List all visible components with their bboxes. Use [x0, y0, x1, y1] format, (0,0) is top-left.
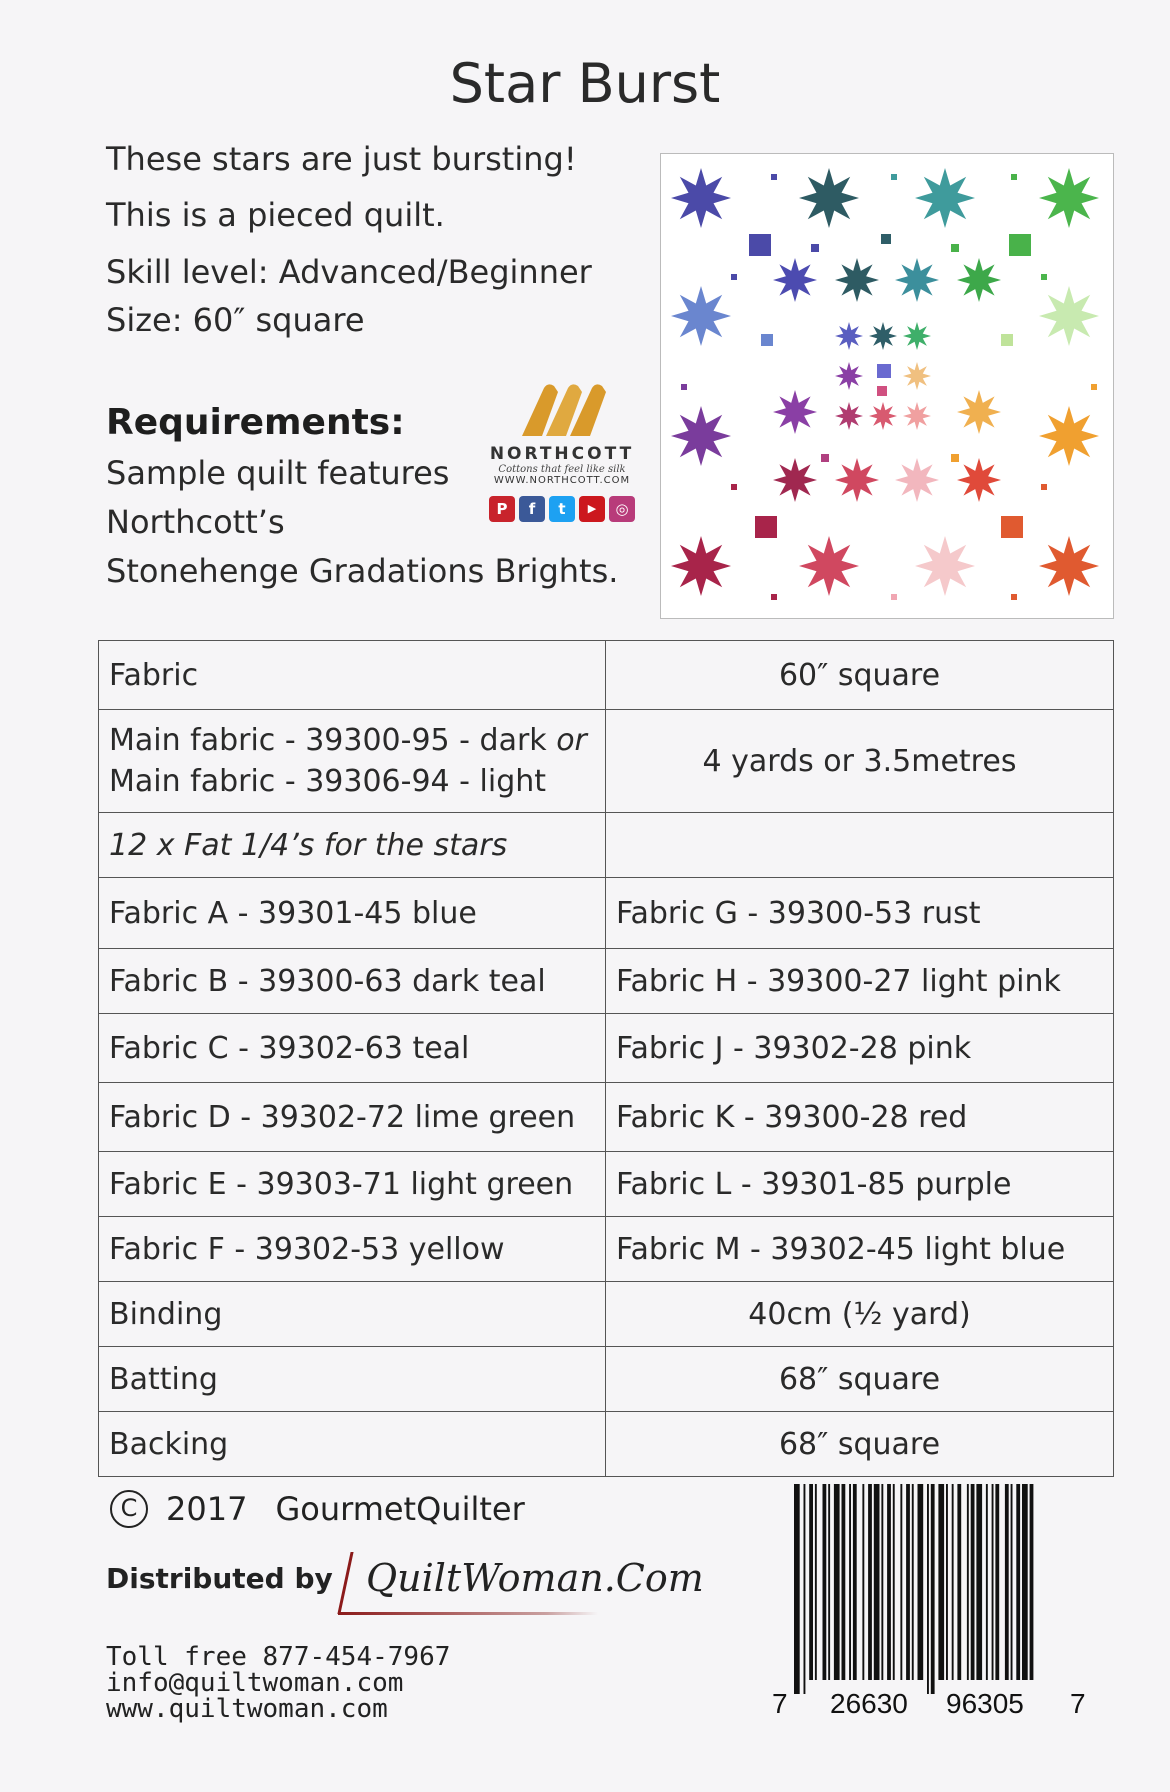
quilt-square	[891, 594, 897, 600]
fabric-f: Fabric F - 39302-53 yellow	[99, 1217, 606, 1282]
requirements-heading: Requirements:	[106, 402, 405, 443]
copyright-year: 2017	[166, 1490, 248, 1528]
fabric-a: Fabric A - 39301-45 blue	[99, 878, 606, 949]
quilt-star	[903, 322, 931, 350]
upc-barcode	[772, 1484, 1086, 1724]
quiltwoman-logo-underline	[338, 1612, 598, 1615]
quilt-square	[821, 454, 829, 462]
skill-level: Skill level: Advanced/Beginner	[106, 253, 592, 291]
barcode-bar	[1011, 1484, 1013, 1680]
star-burst-quilt-illustration	[661, 154, 1113, 618]
barcode-bar	[804, 1484, 806, 1694]
quilt-square	[1001, 516, 1023, 538]
quilt-square	[1001, 334, 1013, 346]
barcode-bar	[946, 1484, 948, 1680]
main-fabric-or: or	[556, 723, 587, 758]
barcode-bar	[976, 1484, 982, 1680]
quilt-square	[755, 516, 777, 538]
fabric-m: Fabric M - 39302-45 light blue	[606, 1217, 1114, 1282]
quilt-star	[1039, 406, 1099, 466]
barcode-group-2: 96305	[946, 1688, 1024, 1719]
barcode-bar	[862, 1484, 864, 1680]
quilt-square	[951, 244, 959, 252]
quiltwoman-logo-stroke	[337, 1552, 353, 1614]
barcode-bar	[971, 1484, 975, 1680]
barcode-bar	[927, 1484, 929, 1694]
page-title: Star Burst	[449, 52, 721, 115]
barcode-bars	[794, 1484, 1094, 1694]
barcode-bar	[874, 1484, 880, 1680]
quilt-star	[895, 258, 939, 302]
barcode-bar	[868, 1484, 872, 1680]
fabric-j: Fabric J - 39302-28 pink	[606, 1014, 1114, 1083]
pinterest-icon[interactable]: P	[489, 496, 515, 522]
intro-line-2: This is a pieced quilt.	[106, 196, 445, 234]
quilt-square	[681, 384, 687, 390]
backing-label: Backing	[99, 1412, 606, 1477]
barcode-digit-first: 7	[772, 1688, 788, 1719]
quilt-star	[835, 362, 863, 390]
copyright	[110, 1490, 525, 1528]
fabric-d: Fabric D - 39302-72 lime green	[99, 1083, 606, 1152]
quiltwoman-logo-text: QuiltWoman.Com	[366, 1556, 704, 1600]
fabric-b: Fabric B - 39300-63 dark teal	[99, 949, 606, 1014]
quilt-star	[799, 168, 859, 228]
table-row	[99, 1217, 1114, 1282]
barcode-bar	[1030, 1484, 1034, 1680]
barcode-bar	[887, 1484, 891, 1680]
barcode-bar	[823, 1484, 827, 1680]
quilt-square	[1009, 234, 1031, 256]
quilt-square	[881, 234, 891, 244]
fabric-l: Fabric L - 39301-85 purple	[606, 1152, 1114, 1217]
quilt-square	[761, 334, 773, 346]
quilt-star	[903, 362, 931, 390]
quilt-square	[749, 234, 771, 256]
quilt-star	[1039, 286, 1099, 346]
batting-value: 68″ square	[606, 1347, 1114, 1412]
quilt-square	[771, 174, 777, 180]
quilt-square	[877, 364, 891, 378]
barcode-bar	[918, 1484, 924, 1680]
barcode-bar	[853, 1484, 857, 1680]
quilt-square	[1041, 484, 1047, 490]
quilt-square	[731, 274, 737, 280]
quilt-star	[671, 536, 731, 596]
barcode-bar	[794, 1484, 800, 1694]
table-row	[99, 949, 1114, 1014]
quilt-star	[1039, 168, 1099, 228]
fabric-k: Fabric K - 39300-28 red	[606, 1083, 1114, 1152]
quilt-star	[835, 458, 879, 502]
quilt-star	[869, 322, 897, 350]
barcode-group-1: 26630	[830, 1688, 908, 1719]
fabric-h: Fabric H - 39300-27 light pink	[606, 949, 1114, 1014]
barcode-bar	[842, 1484, 846, 1680]
northcott-url[interactable]: WWW.NORTHCOTT.COM	[493, 475, 631, 486]
quilt-star	[671, 406, 731, 466]
barcode-bar	[849, 1484, 851, 1680]
contact-website[interactable]: www.quiltwoman.com	[106, 1694, 388, 1724]
quilt-star	[671, 168, 731, 228]
binding-value: 40cm (½ yard)	[606, 1282, 1114, 1347]
quiltwoman-logo	[338, 1548, 704, 1620]
quilt-star	[957, 458, 1001, 502]
northcott-mark-icon	[512, 378, 612, 442]
quilt-square	[891, 174, 897, 180]
binding-label: Binding	[99, 1282, 606, 1347]
distributed-by-label: Distributed by	[106, 1562, 333, 1595]
barcode-bar	[912, 1484, 914, 1680]
batting-label: Batting	[99, 1347, 606, 1412]
main-fabric-dark: Main fabric - 39300-95 - dark	[109, 723, 557, 758]
requirements-line-2: Northcott’s	[106, 503, 285, 541]
barcode-bar	[952, 1484, 954, 1680]
copyright-owner: GourmetQuilter	[275, 1490, 525, 1528]
fabric-c: Fabric C - 39302-63 teal	[99, 1014, 606, 1083]
table-row	[99, 878, 1114, 949]
main-fabric-light: Main fabric - 39306-94 - light	[109, 764, 547, 799]
barcode-bar	[1005, 1484, 1009, 1680]
quilt-square	[1011, 594, 1017, 600]
fabric-requirements-table	[98, 640, 1114, 1477]
backing-value: 68″ square	[606, 1412, 1114, 1477]
quilt-star	[773, 258, 817, 302]
barcode-bar	[809, 1484, 813, 1680]
barcode-bar	[957, 1484, 961, 1680]
main-fabric-amount: 4 yards or 3.5metres	[606, 710, 1114, 813]
quilt-star	[957, 390, 1001, 434]
quilt-star	[835, 402, 863, 430]
barcode-digit-last: 7	[1070, 1688, 1086, 1719]
northcott-name: NORTHCOTT	[489, 444, 635, 464]
quilt-square	[1041, 274, 1047, 280]
northcott-tagline: Cottons that feel like silk	[498, 464, 626, 475]
barcode-bar	[986, 1484, 988, 1680]
quilt-square	[951, 454, 959, 462]
quilt-size: Size: 60″ square	[106, 301, 365, 339]
barcode-bar	[893, 1484, 895, 1680]
quilt-square	[877, 386, 887, 396]
table-row	[99, 1014, 1114, 1083]
quilt-square	[1091, 384, 1097, 390]
fabric-e: Fabric E - 39303-71 light green	[99, 1152, 606, 1217]
barcode-bar	[881, 1484, 883, 1680]
requirements-line-1: Sample quilt features	[106, 454, 450, 492]
barcode-bar	[906, 1484, 910, 1680]
intro-line-1: These stars are just bursting!	[106, 140, 577, 178]
northcott-logo	[478, 378, 646, 522]
barcode-bar	[1016, 1484, 1020, 1680]
quilt-star	[869, 402, 897, 430]
quilt-star	[773, 390, 817, 434]
contact-email[interactable]: info@quiltwoman.com	[106, 1668, 404, 1698]
table-row	[99, 1152, 1114, 1217]
table-header-size: 60″ square	[606, 641, 1114, 710]
facebook-icon[interactable]: f	[519, 496, 545, 522]
quilt-star	[835, 322, 863, 350]
quilt-star	[671, 286, 731, 346]
barcode-bar	[967, 1484, 969, 1680]
quilt-star	[799, 536, 859, 596]
copyright-icon: C	[110, 1490, 148, 1528]
quilt-star	[915, 168, 975, 228]
barcode-bar	[834, 1484, 840, 1680]
barcode-bar	[828, 1484, 830, 1680]
toll-free-phone[interactable]: Toll free 877-454-7967	[106, 1642, 451, 1672]
quilt-image	[660, 153, 1114, 619]
quilt-square	[731, 484, 737, 490]
requirements-line-3: Stonehenge Gradations Brights.	[106, 552, 619, 590]
quilt-star	[957, 258, 1001, 302]
table-header-fabric: Fabric	[99, 641, 606, 710]
youtube-icon[interactable]: ▶	[579, 496, 605, 522]
quilt-square	[1011, 174, 1017, 180]
quilt-star	[1039, 536, 1099, 596]
quilt-star	[915, 536, 975, 596]
table-row	[99, 1083, 1114, 1152]
barcode-bar	[900, 1484, 902, 1680]
twitter-icon[interactable]: t	[549, 496, 575, 522]
main-fabric-cell	[99, 710, 606, 813]
barcode-bar	[931, 1484, 935, 1694]
fat-quarters-label: 12 x Fat 1/4’s for the stars	[99, 813, 606, 878]
quilt-square	[811, 244, 819, 252]
quilt-star	[773, 458, 817, 502]
quilt-star	[895, 458, 939, 502]
barcode-bar	[815, 1484, 817, 1680]
fat-quarters-empty	[606, 813, 1114, 878]
barcode-bar	[992, 1484, 994, 1680]
quilt-square	[771, 594, 777, 600]
barcode-bar	[995, 1484, 999, 1680]
quilt-star	[903, 402, 931, 430]
barcode-bar	[938, 1484, 944, 1680]
quilt-star	[835, 258, 879, 302]
fabric-g: Fabric G - 39300-53 rust	[606, 878, 1114, 949]
barcode-bar	[1022, 1484, 1028, 1680]
instagram-icon[interactable]: ◎	[609, 496, 635, 522]
